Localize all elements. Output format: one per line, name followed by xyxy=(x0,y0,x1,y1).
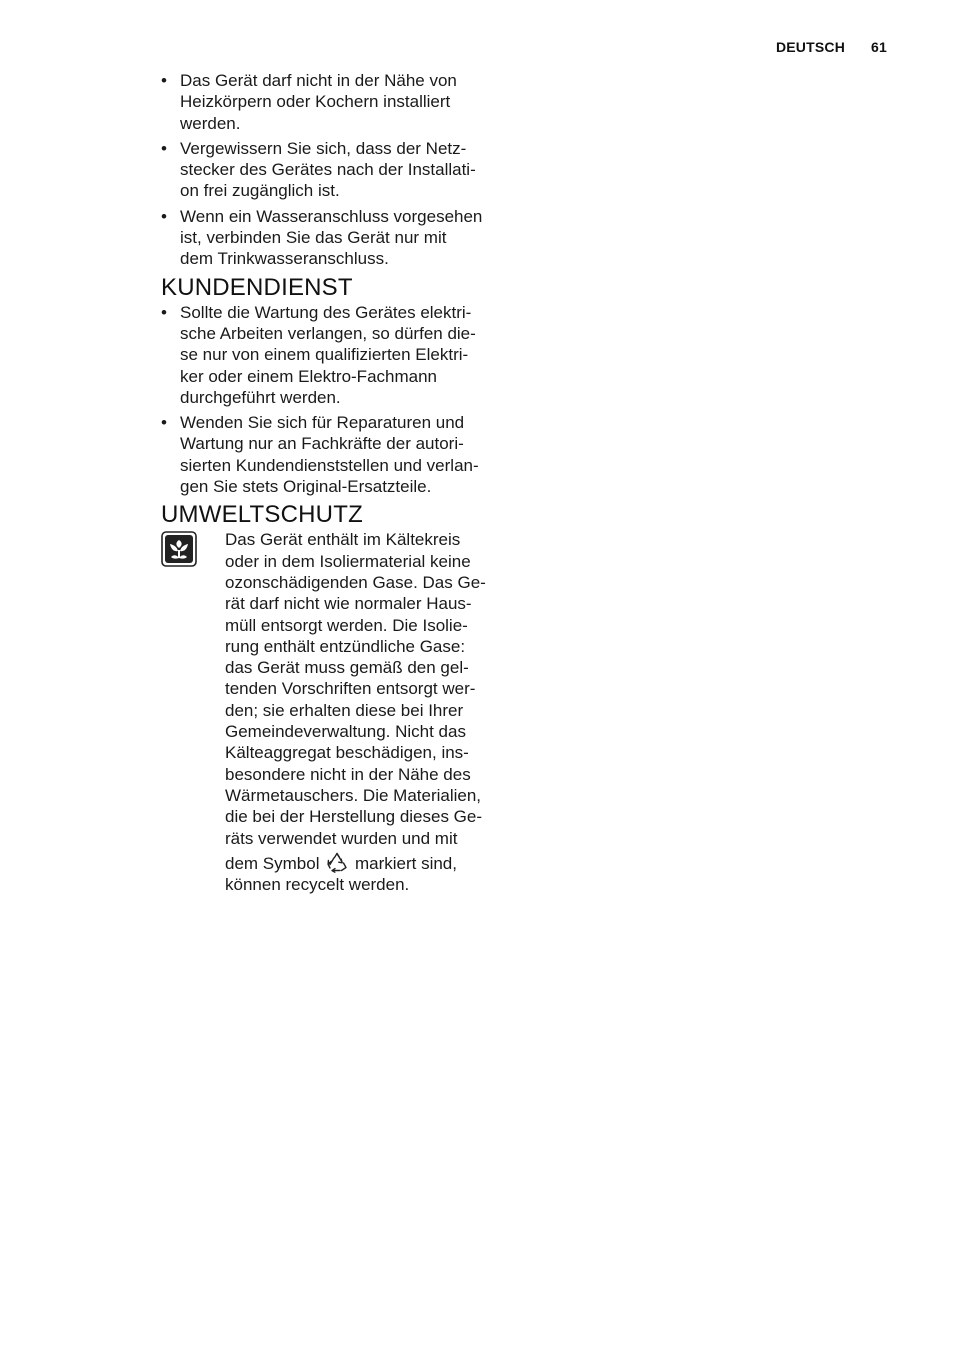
bullet-icon: • xyxy=(161,302,167,322)
page-header xyxy=(776,39,887,55)
heading-kundendienst: KUNDENDIENST xyxy=(161,273,353,301)
list-item xyxy=(161,138,513,202)
environment-text xyxy=(225,529,486,895)
environment-block xyxy=(161,529,513,895)
list-item xyxy=(161,412,513,497)
text-line: oder in dem Isoliermaterial keine xyxy=(225,551,471,571)
bullet-icon: • xyxy=(161,206,167,226)
text-line: Das Gerät enthält im Kältekreis xyxy=(225,530,461,550)
list-item-line: Heizkörpern oder Kochern installiert xyxy=(180,92,451,112)
list-item-line: werden. xyxy=(180,113,241,133)
list-item-line: gen Sie stets Original-Ersatzteile. xyxy=(180,477,432,497)
kundendienst-bullet-list xyxy=(161,302,513,498)
list-item-line: Wartung nur an Fachkräfte der autori- xyxy=(180,434,464,454)
recycle-icon xyxy=(326,851,348,873)
heading-umweltschutz: UMWELTSCHUTZ xyxy=(161,501,363,529)
text-line: Gemeindeverwaltung. Nicht das xyxy=(225,722,466,742)
environment-flower-icon xyxy=(161,531,197,567)
list-item-line: Wenn ein Wasseranschluss vorgesehen xyxy=(180,206,483,226)
list-item-line: Sollte die Wartung des Gerätes elektri- xyxy=(180,302,472,322)
text-line: können recycelt werden. xyxy=(225,875,410,895)
list-item-line: Das Gerät darf nicht in der Nähe von xyxy=(180,71,457,90)
intro-bullet-list xyxy=(161,70,513,270)
list-item-line: stecker des Gerätes nach der Installati- xyxy=(180,160,476,180)
content-column xyxy=(161,70,513,895)
text-line: tenden Vorschriften entsorgt wer- xyxy=(225,679,476,699)
text-line: die bei der Herstellung dieses Ge- xyxy=(225,807,483,827)
text-line: müll entsorgt werden. Die Isolie- xyxy=(225,615,468,635)
bullet-icon: • xyxy=(161,138,167,158)
text-line: räts verwendet wurden und mit xyxy=(225,828,458,848)
list-item-line: ist, verbinden Sie das Gerät nur mit xyxy=(180,228,447,248)
text-line: besondere nicht in der Nähe des xyxy=(225,764,471,784)
text-line: rung enthält entzündliche Gase: xyxy=(225,636,466,656)
list-item-line: on frei zugänglich ist. xyxy=(180,181,340,201)
text-line: Kälteaggregat beschädigen, ins- xyxy=(225,743,469,763)
text-line: den; sie erhalten diese bei Ihrer xyxy=(225,700,464,720)
symbol-text-before: dem Symbol xyxy=(225,853,320,873)
text-line: Wärmetauschers. Die Materialien, xyxy=(225,785,482,805)
list-item xyxy=(161,70,513,134)
list-item-line: sche Arbeiten verlangen, so dürfen die- xyxy=(180,323,476,343)
text-line: das Gerät muss gemäß den gel- xyxy=(225,658,469,678)
list-item-line: se nur von einem qualifizierten Elektri- xyxy=(180,345,469,365)
list-item xyxy=(161,206,513,270)
list-item xyxy=(161,302,513,408)
list-item-line: ker oder einem Elektro-Fachmann xyxy=(180,366,438,386)
text-line: ozonschädigenden Gase. Das Ge- xyxy=(225,572,486,592)
header-language: DEUTSCH xyxy=(775,39,846,55)
symbol-line xyxy=(225,851,486,874)
list-item-line: sierten Kundendienststellen und verlan- xyxy=(180,455,479,475)
symbol-text-after: markiert sind, xyxy=(354,853,457,873)
list-item-line: Wenden Sie sich für Reparaturen und xyxy=(180,413,465,433)
text-line: rät darf nicht wie normaler Haus- xyxy=(225,594,472,614)
list-item-line: dem Trinkwasseranschluss. xyxy=(180,249,389,269)
list-item-line: Vergewissern Sie sich, dass der Netz- xyxy=(180,138,467,158)
bullet-icon: • xyxy=(161,413,167,433)
page-number: 61 xyxy=(871,39,887,55)
bullet-icon: • xyxy=(161,71,167,90)
list-item-line: durchgeführt werden. xyxy=(180,387,341,407)
